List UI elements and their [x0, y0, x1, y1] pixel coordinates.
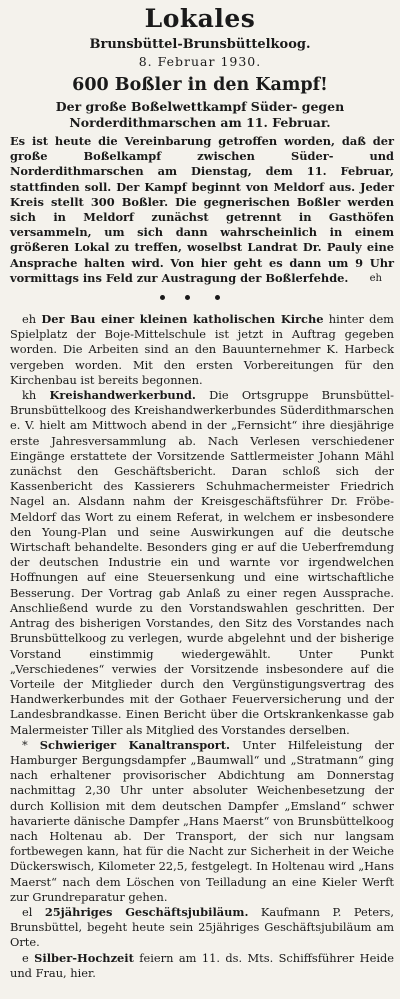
news-item-keyword: 25jähriges Geschäftsjubiläum. — [44, 904, 249, 919]
article-headline: 600 Boßler in den Kampf! — [72, 75, 328, 95]
news-item-text: Unter Hilfeleistung der Hamburger Bergungsdampfer „Baumwall“ und „Stratmann“ ging nach erhaltener provisorischer Abdichtung am Donnerstag nachmittag 2,30 Uhr unter absoluter Weichenbesetzung der durch Kollision mit dem deutschen Dampfer „Emsland“ schwer havarierte dänische Dampfer „Hans Maerst“ von Brunsbüttelkoog nach Holtenau ab. Der Transport, der sich nur langsam fortbewegen kann, hat für die Nacht zur Sicherheit in der Weiche Dückerswisch, Kilometer 22,5, festgelegt. In Holtenau wird „Hans Maerst“ nach dem Löschen von Teilladung an eine Kieler Werft zur Grundreparatur gehen. — [10, 737, 395, 904]
issue-date: 8. Februar 1930. — [138, 54, 262, 69]
article-subheadline: Der große Boßelwettkampf Süder- gegen Norderdithmarschen am 11. Februar. — [55, 99, 345, 130]
news-item-silberhochzeit — [10, 951, 394, 981]
news-item-keyword: Der Bau einer kleinen katholischen Kirche — [41, 312, 324, 327]
separator-bullet-icon — [215, 295, 220, 300]
news-item-marker: e — [22, 950, 29, 965]
news-item-marker: * — [22, 737, 28, 752]
news-item-marker: kh — [22, 388, 37, 403]
article-lead-paragraph — [10, 134, 394, 286]
lead-text: Es ist heute die Vereinbarung getroffen worden, daß der große Boßelkampf zwischen Süder- und Norderdithmarschen am Dienstag, dem 11. Februar, stattfinden soll. Der Kampf beginnt von Meldorf aus. Jeder Kreis stellt 300 Boßler. Die gegnerischen Boßler werden sich in Meldorf zunächst getrennt in Gasthöfen versammeln, um sich dann wahrscheinlich in einem größeren Lokal zu treffen, woselbst Landrat Dr. Pauly eine Ansprache halten wird. Von hier geht es dann um 9 Uhr vormittags ins Feld zur Austragung der Boßlerfehde. — [10, 134, 394, 285]
news-item-marker: el — [22, 904, 33, 919]
news-item-text: feiern am 11. ds. Mts. Schiffsführer Heide und Frau, hier. — [10, 950, 395, 980]
separator-bullet-icon — [160, 295, 165, 300]
news-item-keyword: Silber-Hochzeit — [34, 950, 134, 965]
news-item-text: hinter dem Spielplatz der Boje-Mittelschule ist jetzt in Auftrag gegeben worden. Die Arbeiten sind an den Bauunternehmer K. Harbeck vergeben worden. Mit den ersten Vorbereitungen für den Kirchenbau ist bereits begonnen. — [10, 312, 394, 387]
news-item-keyword: Kreishandwerkerbund. — [49, 388, 196, 403]
section-separator — [10, 286, 394, 312]
news-item-keyword: Schwieriger Kanaltransport. — [39, 737, 230, 752]
news-item-text: Die Ortsgruppe Brunsbüttel-Brunsbüttelkoog des Kreishandwerkerbundes Süderdithmarschen e. V. hielt am Mittwoch abend in der „Fernsicht“ ihre diesjährige erste Jahresversammlung ab. Nach Verlesen verschiedener Eingänge erstattete der Vorsitzende Sattlermeister Johann Mähl zunächst den Geschäftsbericht. Daran schloß sich der Kassenbericht des Kassierers Schuhmachermeister Friedrich Nagel an. Alsdann nahm der Kreisgeschäftsführer Dr. Fröbe-Meldorf das Wort zu einem Referat, in welchem er insbesondere den Young-Plan und seine Auswirkungen auf die deutsche Wirtschaft behandelte. Besonders ging er auf die Ueberfremdung der deutschen Industrie ein und warnte vor irgendwelchen Hoffnungen auf eine Steuersenkung und eine wirtschaftliche Besserung. Der Vortrag gab Anlaß zu einer regen Aussprache. Anschließend wurde zu den Vorstandswahlen geschritten. Der Antrag des bisherigen Vorstandes, den Sitz des Vorstandes nach Brunsbüttelkoog zu verlegen, wurde abgelehnt und der bisherige Vorstand einstimmig wiedergewählt. Unter Punkt „Verschiedenes“ verwies der Vorsitzende insbesondere auf die Vorteile der Mitglieder durch den Vergünstigungsvertrag des Handwerkerbundes mit der Gothaer Feuerversicherung und der Landesbrandkasse. Einen Bericht über die Ortskrankenkasse gab Malermeister Tiller als Mitglied des Vorstandes derselben. — [10, 388, 394, 737]
news-item-kreishandwerkerbund — [10, 388, 394, 738]
news-item-kanaltransport — [10, 738, 394, 905]
masthead — [0, 0, 400, 71]
separator-bullet-icon — [185, 295, 190, 300]
news-item-church — [10, 312, 394, 388]
author-signature: eh — [369, 272, 382, 284]
news-item-text: Kaufmann P. Peters, Brunsbüttel, begeht heute sein 25jähriges Geschäftsjubiläum am Orte. — [10, 904, 394, 950]
section-title: Lokales — [144, 4, 256, 33]
section-subtitle: Brunsbüttel-Brunsbüttelkoog. — [89, 37, 311, 52]
news-item-jubilaeum — [10, 905, 394, 951]
news-item-marker: eh — [22, 312, 37, 327]
